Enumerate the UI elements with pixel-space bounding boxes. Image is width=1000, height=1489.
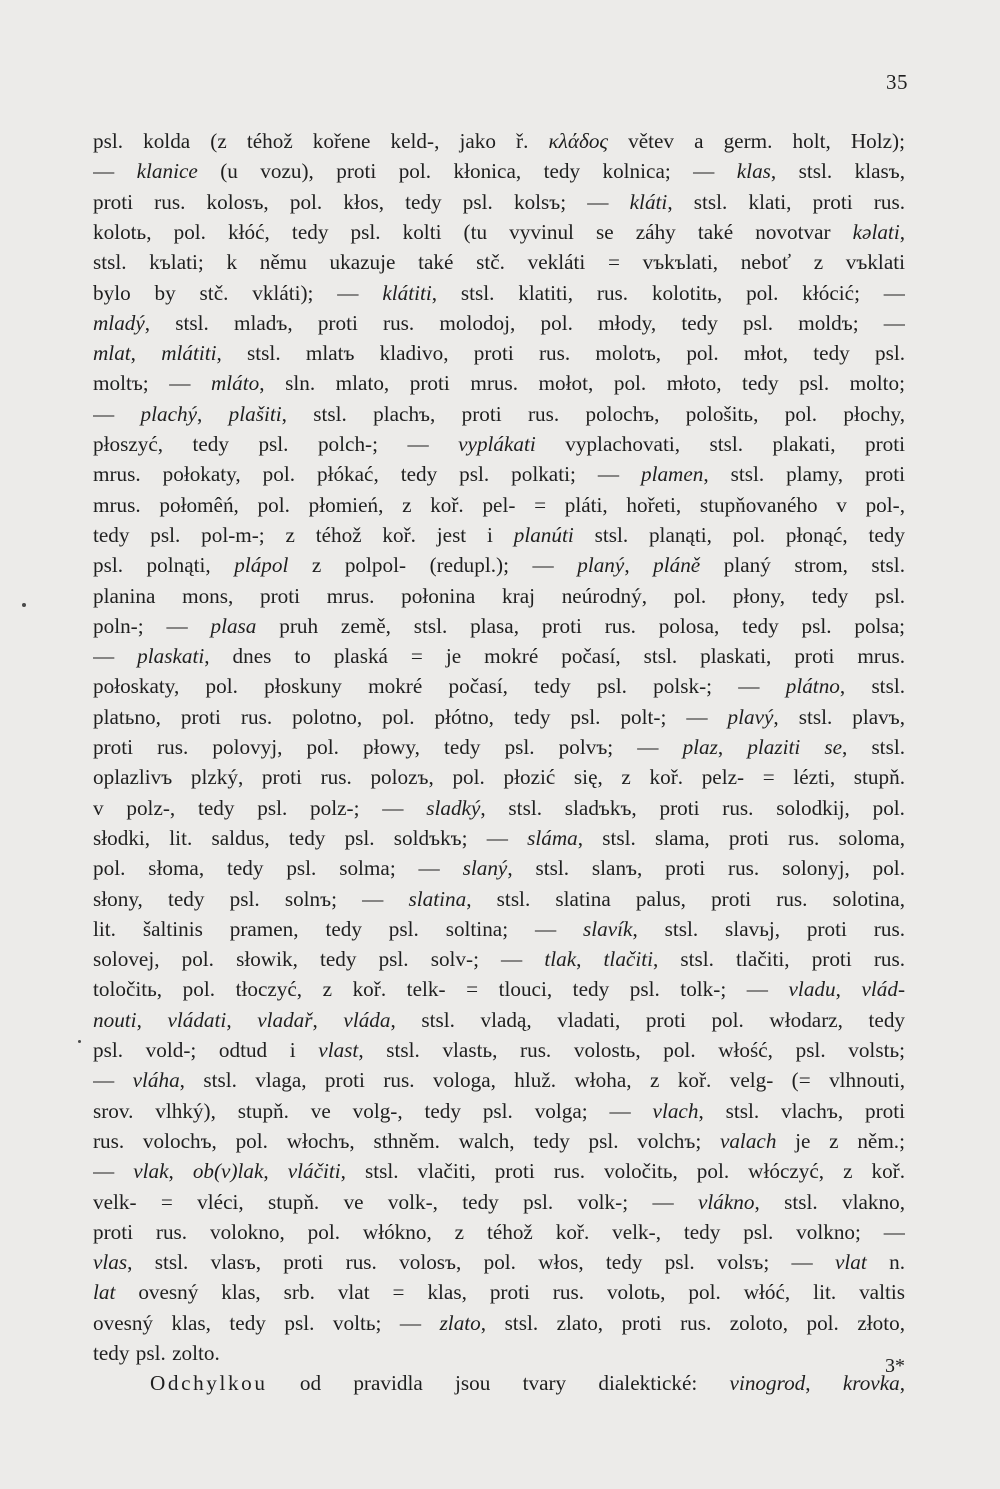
text-line: moltъ; — mláto, sln. mlato, proti mrus. mołot, pol. młoto, tedy psl. molto; bbox=[93, 371, 905, 396]
text-line: planina mons, proti mrus. połonina kraj neúrodný, pol. płony, tedy psl. bbox=[93, 583, 905, 608]
signature-mark: 3* bbox=[885, 1355, 905, 1377]
text-line: pol. słoma, tedy psl. solma; — slaný, stsl. slanъ, proti rus. solonyj, pol. bbox=[93, 856, 905, 881]
text-line: platьno, proti rus. polotno, pol. płótno, tedy psl. polt-; — plavý, stsl. plavъ, bbox=[93, 704, 905, 729]
text-line: mrus. połomêń, pol. płomień, z koř. pel- = pláti, hořeti, stupňovaného v pol-, bbox=[93, 492, 905, 517]
text-line: słodki, lit. saldus, tedy psl. soldъkъ; — sláma, stsl. slama, proti rus. soloma, bbox=[93, 825, 905, 850]
text-line: mlat, mlátiti, stsl. mlatъ kladivo, proti rus. molotъ, pol. młot, tedy psl. bbox=[93, 341, 905, 366]
text-line: proti rus. kolosъ, pol. kłos, tedy psl. kolsъ; — kláti, stsl. klati, proti rus. bbox=[93, 189, 905, 214]
text-line: lat ovesný klas, srb. vlat = klas, proti rus. volotь, pol. włóć, lit. valtis bbox=[93, 1280, 905, 1305]
text-line: srov. vlhký), stupň. ve volg-, tedy psl. volga; — vlach, stsl. vlachъ, proti bbox=[93, 1098, 905, 1123]
text-line: tedy psl. pol-m-; z téhož koř. jest i planúti stsl. planąti, pol. płonąć, tedy bbox=[93, 522, 905, 547]
text-line: — plachý, plašiti, stsl. plachъ, proti rus. polochъ, pološitь, pol. płochy, bbox=[93, 401, 905, 426]
paper-speck bbox=[78, 1040, 81, 1043]
text-line: słony, tedy psl. solnъ; — slatina, stsl. slatina palus, proti rus. solotina, bbox=[93, 886, 905, 911]
text-line: v polz-, tedy psl. polz-; — sladký, stsl. sladъkъ, proti rus. solodkij, pol. bbox=[93, 795, 905, 820]
page-number: 35 bbox=[886, 70, 908, 94]
text-line: — vlak, ob(v)lak, vláčiti, stsl. vlačiti, proti rus. voločitь, pol. włóczyć, z koř. bbox=[93, 1159, 905, 1184]
text-line: velk- = vléci, stupň. ve volk-, tedy psl. volk-; — vlákno, stsl. vlakno, bbox=[93, 1189, 905, 1214]
text-line: — plaskati, dnes to plaská = je mokré počasí, stsl. plaskati, proti mrus. bbox=[93, 644, 905, 669]
text-line: płoszyć, tedy psl. polch-; — vyplákati vyplachovati, stsl. plakati, proti bbox=[93, 432, 905, 456]
text-line: psl. kolda (z téhož kořene keld-, jako ř. κλάδος větev a germ. holt, Holz); bbox=[93, 129, 905, 153]
text-line: ovesný klas, tedy psl. voltь; — zlato, stsl. zlato, proti rus. zoloto, pol. złoto, bbox=[93, 1310, 905, 1335]
text-line: mladý, stsl. mladъ, proti rus. molodoj, pol. młody, tedy psl. moldъ; — bbox=[93, 310, 905, 335]
paper-speck bbox=[22, 603, 26, 607]
text-line: proti rus. volokno, pol. włókno, z téhož koř. velk-, tedy psl. volkno; — bbox=[93, 1219, 905, 1244]
text-line: proti rus. polovyj, pol. płowy, tedy psl. polvъ; — plaz, plaziti se, stsl. bbox=[93, 735, 905, 759]
text-line: poln-; — plasa pruh země, stsl. plasa, proti rus. polosa, tedy psl. polsa; bbox=[93, 613, 905, 638]
text-line: psl. polnąti, plápol z polpol- (redupl.); — planý, pláně planý strom, stsl. bbox=[93, 553, 905, 578]
text-line: vlas, stsl. vlasъ, proti rus. volosъ, pol. włos, tedy psl. volsъ; — vlat n. bbox=[93, 1250, 905, 1275]
text-line: toločitь, pol. tłoczyć, z koř. telk- = tlouci, tedy psl. tolk-; — vladu, vlád- bbox=[93, 977, 905, 1002]
text-line: bylo by stč. vkláti); — klátiti, stsl. klatiti, rus. kolotitь, pol. kłócić; — bbox=[93, 280, 905, 305]
text-line: tedy psl. zolto. bbox=[93, 1341, 220, 1365]
text-line: solovej, pol. słowik, tedy psl. solv-; — tlak, tlačiti, stsl. tlačiti, proti rus. bbox=[93, 947, 905, 972]
text-line: nouti, vládati, vladař, vláda, stsl. vladą, vladati, proti pol. włodarz, tedy bbox=[93, 1007, 905, 1032]
text-line: — klanice (u vozu), proti pol. kłonica, tedy kolnica; — klas, stsl. klasъ, bbox=[93, 159, 905, 184]
text-line: psl. vold-; odtud i vlast, stsl. vlastь, rus. volostь, pol. włość, psl. volstь; bbox=[93, 1038, 905, 1062]
text-line: Odchylkou od pravidla jsou tvary dialektické: vinogrod, krovka, bbox=[150, 1371, 905, 1396]
text-line: oplazlivъ plzký, proti rus. polozъ, pol. płozić się, z koř. pelz- = lézti, stupň. bbox=[93, 765, 905, 790]
text-line: kolotь, pol. kłóć, tedy psl. kolti (tu vyvinul se záhy také novotvar kəlati, bbox=[93, 219, 905, 244]
text-line: mrus. połokaty, pol. płókać, tedy psl. polkati; — plamen, stsl. plamy, proti bbox=[93, 462, 905, 487]
text-line: połoskaty, pol. płoskuny mokré počasí, tedy psl. polsk-; — plátno, stsl. bbox=[93, 674, 905, 699]
text-line: lit. šaltinis pramen, tedy psl. soltina; — slavík, stsl. slavьj, proti rus. bbox=[93, 916, 905, 941]
text-line: — vláha, stsl. vlaga, proti rus. vologa, hluž. włoha, z koř. velg- (= vlhnouti, bbox=[93, 1068, 905, 1093]
text-line: rus. volochъ, pol. włochъ, sthněm. walch, tedy psl. volchъ; valach je z něm.; bbox=[93, 1128, 905, 1153]
text-line: stsl. kъlati; k němu ukazuje také stč. vekláti = vъkъlati, neboť z vъklati bbox=[93, 250, 905, 275]
